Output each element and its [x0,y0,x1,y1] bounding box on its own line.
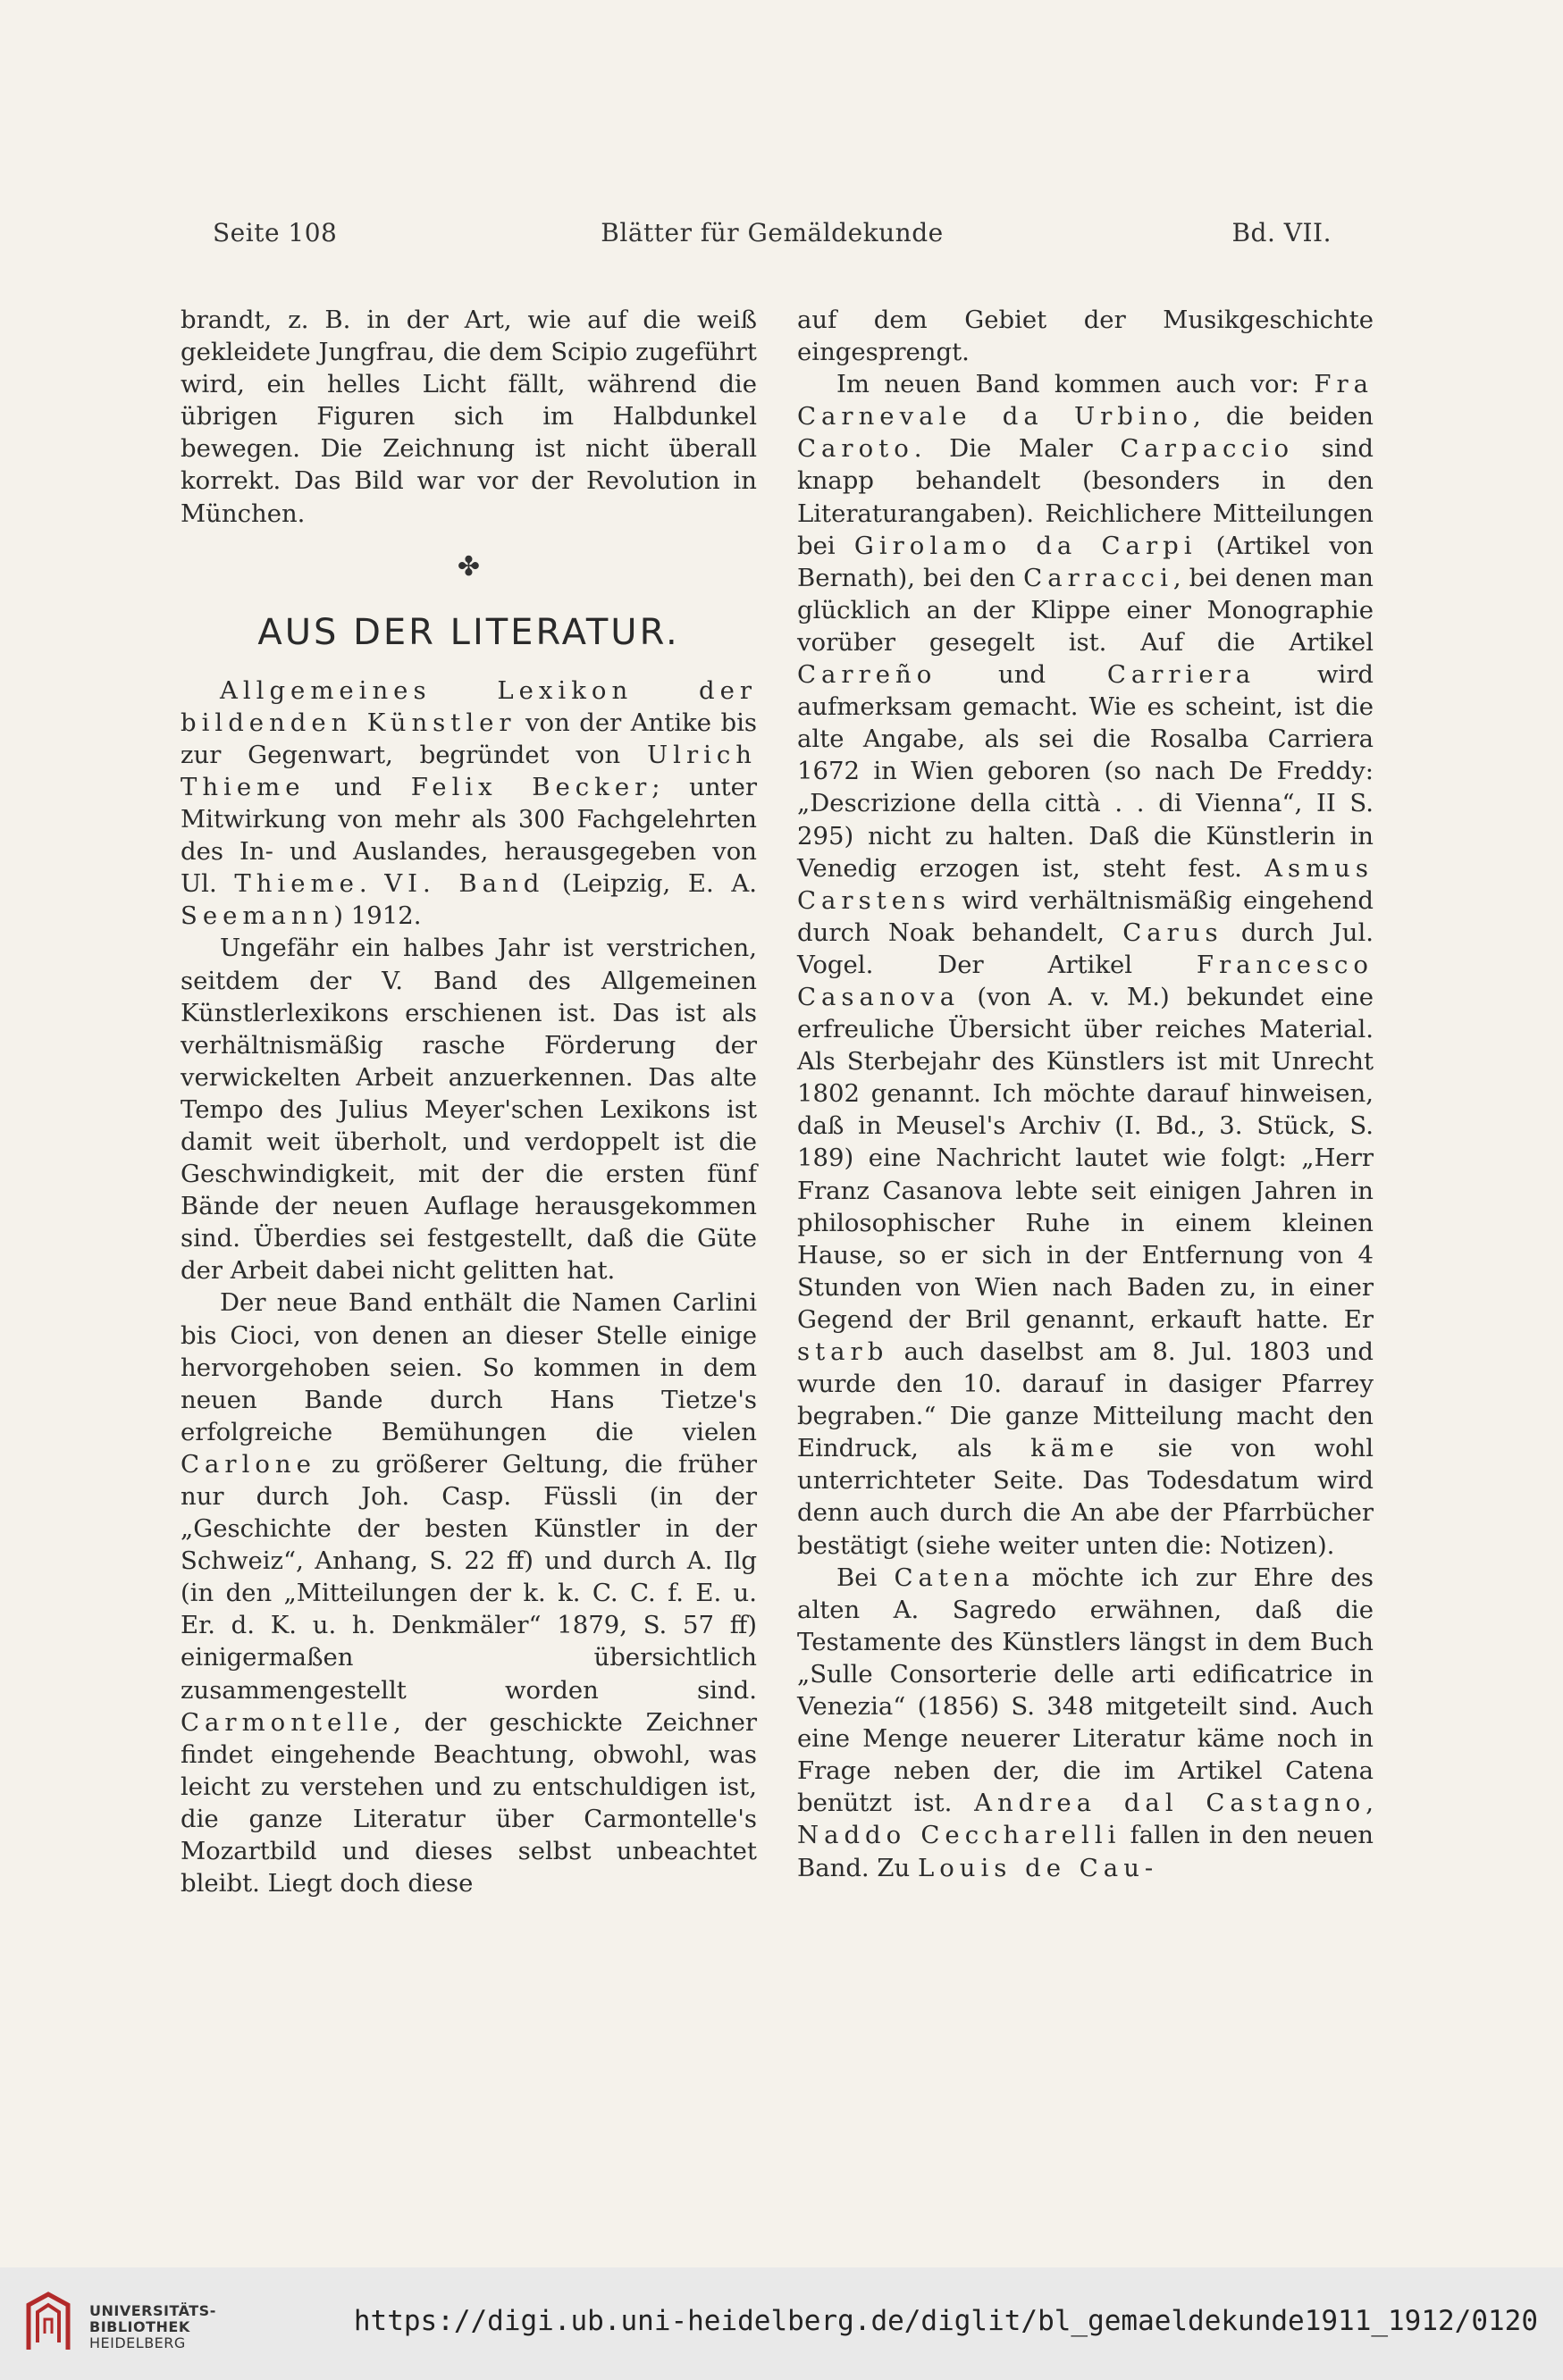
text-run: Der neue Band enthält die Namen Carlini bis Cioci, von denen an dieser Stelle einige hervorgehoben seien. So kommen in dem neuen Bande durch Hans Tietze's erfolgreiche Bemühungen die vielen [181,1288,757,1446]
library-logo-icon [21,2287,75,2359]
spaced-name: Carmontelle [181,1707,394,1737]
spaced-name: Caroto [797,434,914,464]
spaced-name: Carlone [181,1449,316,1479]
text-run: wird verhältnismäßig eingehend durch Noak behandelt, [797,885,1374,947]
text-run: und [937,660,1107,690]
spaced-word: käme [1030,1434,1120,1463]
spaced-name: Thieme [234,869,359,899]
spaced-name: Carus [1122,918,1223,947]
spaced-name: Louis de Cau- [917,1853,1159,1882]
text-run: Im neuen Band kommen auch vor: [836,370,1315,399]
text-run: fallen in den neuen Band. Zu [797,1821,1374,1882]
spaced-name: Carreño [797,660,937,690]
spaced-name: Seemann [181,901,334,931]
text-run: . Die Maler [913,434,1121,464]
paragraph: brandt, z. B. in der Art, wie auf die weiß gekleidete Jungfrau, die dem Scipio zugeführt wird, ein helles Licht fällt, während die übrigen Figuren sich im Halbdunkel bewegen. Die Zeichnung ist nicht überall korrekt. Das Bild war vor der Revolution in München. [181,306,757,528]
running-head [213,218,1332,254]
left-column [181,304,757,1899]
text-run: , [1366,1789,1374,1818]
paragraph [797,1562,1374,1884]
bibliographic-entry [181,675,757,933]
spaced-name: Felix Becker [410,772,652,801]
library-name-line: UNIVERSITÄTS- [89,2302,216,2319]
text-run: ; unter Mitwirkung von mehr als 300 Fachgelehrten des In- und Auslandes, herausgegeben von Ul. [181,772,758,899]
text-run: , der geschickte Zeichner findet eingehende Beachtung, obwohl, was leicht zu verstehen und zu entschuldigen ist, die ganze Literatur über Carmontelle's Mozartbild und dieses selbst unbeachtet bleibt. Liegt doch diese [181,1707,757,1898]
ornament-icon: ✤ [457,550,481,582]
text-run: durch Jul. Vogel. Der Artikel [797,918,1374,979]
spaced-name: Carriera [1106,660,1256,690]
text-run: sind knapp behandelt (besonders in den Literaturangaben). Reichlichere Mitteilungen bei [797,434,1374,560]
permalink[interactable]: https://digi.ub.uni-heidelberg.de/diglit/bl_gemaeldekunde1911_1912/0120 [353,2305,1538,2337]
spaced-name: Asmus Carstens [797,853,1374,915]
text-run: und [305,772,411,801]
text-run: , bei denen man glücklich an der Klippe einer Monographie vorüber gesegelt ist. Auf die Artikel [797,563,1374,657]
paragraph [797,368,1374,1561]
spaced-name: Carpaccio [1120,434,1295,464]
viewer-footer [0,2267,1563,2380]
spaced-name: Girolamo da Carpi [853,531,1197,560]
page-number: Seite 108 [213,218,338,247]
spaced-title: Allgemeines Lexikon der bildenden Künstler [181,675,757,737]
text-run: zu größerer Geltung, die früher nur durch Joh. Casp. Füssli (in der „Geschichte der besten Künstler in der Schweiz“, Anhang, S. 22 ff) und durch A. Ilg (in den „Mitteilungen der k. k. C. C. f. E. u. Er. d. K. u. h. Denkmäler“ 1879, S. 57 ff) einigermaßen übersichtlich zusammengestellt worden sind. [181,1449,757,1705]
text-run: Bei [836,1563,895,1592]
volume-label: Bd. VII. [1231,218,1332,247]
library-name-line: HEIDELBERG [89,2334,186,2351]
right-column [797,304,1374,1884]
paragraph [181,1286,757,1899]
text-run: ) 1912. [333,901,422,931]
text-run: , die beiden [1192,402,1374,432]
spaced-name: Catena [894,1563,1015,1592]
paragraph: auf dem Gebiet der Musikgeschichte eingesprengt. [797,306,1374,367]
spaced-name: Francesco Casanova [797,950,1374,1011]
text-run: (von A. v. M.) bekundet eine erfreuliche Übersicht über reiches Material. Als Sterbejahr des Künstlers ist mit Unrecht 1802 genannt. Ich möchte darauf hinweisen, daß in Meusel's Archiv (I. Bd., 3. Stück, S. 189) eine Nachricht lautet wie folgt: „Herr Franz Casanova lebte seit einigen Jahren in philosophischer Ruhe in einem kleinen Hause, so er sich in der Entfernung von 4 Stunden von Wien nach Baden zu, in einer Gegend der Bril genannt, erkauft hatte. Er [797,982,1374,1334]
library-name [89,2303,216,2351]
text-run: von der Antike bis zur Gegenwart, begründet von [181,708,757,769]
section-title: AUS DER LITERATUR. [257,611,680,653]
spaced-name: VI. Band [384,869,545,899]
spaced-name: Fra Carnevale da Urbino [797,370,1374,432]
spaced-word: starb [797,1337,889,1366]
text-run: wird aufmerksam gemacht. Wie es scheint, ist die alte Angabe, als sei die Rosalba Carriera 1672 in Wien geboren (so nach De Freddy: „Descrizione della città . . di Vienna“, II S. 295) nicht zu halten. Daß die Künstlerin in Venedig erzogen ist, steht fest. [797,660,1374,883]
text-run: möchte ich zur Ehre des alten A. Sagredo erwähnen, daß die Testamente des Künstlers längst in dem Buch „Sulle Consorterie delle arti edificatrice in Venezia“ (1856) S. 348 mitgeteilt sind. Auch eine Menge neuerer Literatur käme noch in Frage neben der, die im Artikel Catena benützt ist. [797,1563,1374,1818]
spaced-name: Ulrich Thieme [181,740,757,801]
text-run: . [358,869,385,899]
text-run: sie von wohl unterrichteter Seite. Das Todesdatum wird denn auch durch die An abe der Pfarrbücher bestätigt (siehe weiter unten die: Notizen). [797,1434,1374,1560]
library-name-line: BIBLIOTHEK [89,2318,190,2335]
paragraph: Ungefähr ein halbes Jahr ist verstrichen, seitdem der V. Band des Allgemeinen Künstlerlexikons erschienen ist. Das ist als verhältnismäßig rasche Förderung der verwickelten Arbeit anzuerkennen. Das alte Tempo des Julius Meyer'schen Lexikons ist damit weit überholt, und verdoppelt ist die Geschwindigkeit, mit der die ersten fünf Bände der neuen Auflage herausgekommen sind. Überdies sei festgestellt, daß die Güte der Arbeit dabei nicht gelitten hat. [181,934,757,1286]
text-run: (Leipzig, E. A. [544,869,757,899]
spaced-name: Andrea dal Castagno [974,1789,1366,1818]
journal-title: Blätter für Gemäldekunde [601,218,944,247]
text-run: auch daselbst am 8. Jul. 1803 und wurde den 10. darauf in dasiger Pfarrey begraben.“ Die ganze Mitteilung macht den Eindruck, als [797,1337,1374,1463]
spaced-name: Carracci [1023,563,1173,592]
spaced-name: Naddo Ceccharelli [797,1821,1122,1850]
text-run: (Artikel von Bernath), bei den [797,531,1374,592]
